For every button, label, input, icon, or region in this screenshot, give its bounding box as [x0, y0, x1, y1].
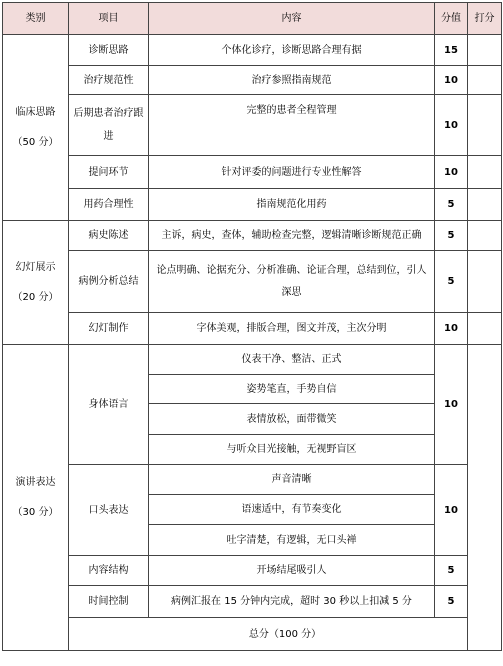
item-cell: 内容结构 [69, 556, 149, 586]
item-cell: 病例分析总结 [69, 251, 149, 313]
category-label: 临床思路 [15, 106, 56, 118]
table-row [3, 66, 502, 95]
scoring-table [2, 2, 502, 651]
category-cell [3, 221, 69, 345]
rating-cell[interactable] [468, 313, 502, 345]
rating-cell[interactable] [468, 95, 502, 156]
content-cell: 表情放松，面带微笑 [149, 404, 435, 435]
content-cell: 字体美观，排版合理，图文并茂，主次分明 [149, 313, 435, 345]
item-cell: 提问环节 [69, 156, 149, 189]
content-cell: 语速适中，有节奏变化 [149, 495, 435, 525]
rating-cell[interactable] [468, 221, 502, 251]
content-cell: 与听众目光接触，无视野盲区 [149, 435, 435, 465]
item-cell: 治疗规范性 [69, 66, 149, 95]
category-points: （30 分） [12, 506, 59, 518]
rating-cell[interactable] [468, 35, 502, 66]
content-cell: 吐字清楚，有逻辑，无口头禅 [149, 525, 435, 556]
table-row [3, 189, 502, 221]
rating-cell[interactable] [468, 66, 502, 95]
header-category: 类别 [3, 3, 69, 35]
content-cell: 指南规范化用药 [149, 189, 435, 221]
header-item: 项目 [69, 3, 149, 35]
rating-cell[interactable] [468, 345, 502, 651]
content-cell: 针对评委的问题进行专业性解答 [149, 156, 435, 189]
score-cell: 10 [435, 66, 468, 95]
table-row [3, 313, 502, 345]
content-cell: 姿势笔直，手势自信 [149, 375, 435, 404]
score-cell: 5 [435, 221, 468, 251]
score-cell: 10 [435, 345, 468, 465]
category-cell [3, 35, 69, 221]
category-label: 幻灯展示 [15, 261, 56, 273]
rating-cell[interactable] [468, 251, 502, 313]
score-cell: 5 [435, 251, 468, 313]
total-label: 总分（100 分） [69, 618, 502, 651]
content-cell: 完整的患者全程管理 [149, 95, 435, 156]
content-cell: 治疗参照指南规范 [149, 66, 435, 95]
score-cell: 10 [435, 95, 468, 156]
table-row [3, 586, 502, 618]
content-cell: 个体化诊疗，诊断思路合理有据 [149, 35, 435, 66]
item-cell: 口头表达 [69, 465, 149, 556]
category-cell [3, 345, 69, 651]
content-cell: 论点明确、论据充分、分析准确、论证合理，总结到位，引人深思 [149, 251, 435, 313]
item-cell: 时间控制 [69, 586, 149, 618]
table-row [3, 556, 502, 586]
table-row [3, 465, 502, 495]
category-points: （20 分） [12, 291, 59, 303]
score-cell: 15 [435, 35, 468, 66]
table-row [3, 345, 502, 375]
rating-cell[interactable] [468, 189, 502, 221]
header-rating: 打分 [468, 3, 502, 35]
rating-cell[interactable] [468, 156, 502, 189]
content-cell: 开场结尾吸引人 [149, 556, 435, 586]
category-points: （50 分） [12, 136, 59, 148]
score-cell: 10 [435, 313, 468, 345]
score-cell: 5 [435, 189, 468, 221]
item-cell: 用药合理性 [69, 189, 149, 221]
content-cell: 仪表干净、整洁、正式 [149, 345, 435, 375]
item-cell: 后期患者治疗跟进 [69, 95, 149, 156]
score-cell: 10 [435, 465, 468, 556]
score-cell: 5 [435, 556, 468, 586]
score-cell: 5 [435, 586, 468, 618]
header-content: 内容 [149, 3, 435, 35]
total-row [3, 618, 502, 651]
category-label: 演讲表达 [15, 476, 56, 488]
item-cell: 幻灯制作 [69, 313, 149, 345]
score-cell: 10 [435, 156, 468, 189]
content-cell: 病例汇报在 15 分钟内完成，超时 30 秒以上扣减 5 分 [149, 586, 435, 618]
header-score: 分值 [435, 3, 468, 35]
table-row [3, 251, 502, 313]
item-cell: 身体语言 [69, 345, 149, 465]
content-cell: 主诉，病史，查体，辅助检查完整，逻辑清晰诊断规范正确 [149, 221, 435, 251]
table-row [3, 221, 502, 251]
item-cell: 诊断思路 [69, 35, 149, 66]
header-row [3, 3, 502, 35]
table-row [3, 156, 502, 189]
table-row [3, 35, 502, 66]
item-cell: 病史陈述 [69, 221, 149, 251]
content-cell: 声音清晰 [149, 465, 435, 495]
table-row [3, 95, 502, 156]
